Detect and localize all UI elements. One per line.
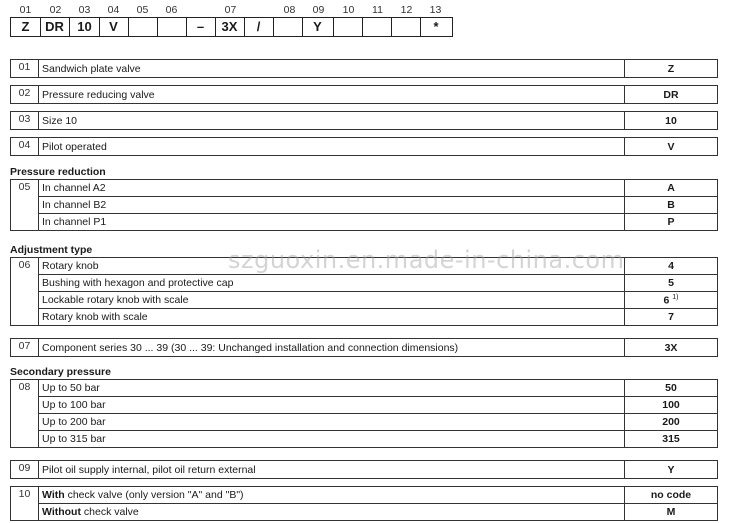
code-pos: 08: [283, 4, 296, 16]
option-code: 100: [625, 397, 718, 414]
option-10: [10, 486, 718, 521]
group-title: Adjustment type: [10, 244, 93, 256]
option-code: P: [625, 214, 718, 231]
option-code: 5: [625, 275, 718, 292]
option-code: no code: [625, 487, 718, 504]
secondary-pressure-group: [10, 366, 718, 448]
code-pos: 10: [342, 4, 355, 16]
option-description: Pilot oil supply internal, pilot oil return external: [39, 461, 625, 479]
option-description: In channel A2: [39, 180, 625, 197]
option-number: 03: [11, 112, 39, 130]
code-separator-dash: –: [186, 17, 216, 37]
option-number: 02: [11, 86, 39, 104]
code-pos: 13: [429, 4, 442, 16]
option-number: 01: [11, 60, 39, 78]
option-description: Up to 50 bar: [39, 380, 625, 397]
code-pos: 11: [372, 4, 383, 16]
code-pos: 02: [49, 4, 62, 16]
watermark: szguoxin.en.made-in-china.com: [228, 246, 625, 274]
option-number: 09: [11, 461, 39, 479]
option-description: Rotary knob: [39, 258, 625, 275]
code-cell-05: [128, 17, 158, 37]
code-cell-04: V: [99, 17, 129, 37]
option-code: Z: [625, 60, 718, 78]
code-cell-13: *: [420, 17, 453, 37]
option-description: [39, 504, 625, 521]
code-pos: 03: [78, 4, 91, 16]
option-description: Pilot operated: [39, 138, 625, 156]
code-cell-07: 3X: [215, 17, 245, 37]
option-02: [10, 85, 718, 104]
code-cell-06: [157, 17, 187, 37]
option-description: Component series 30 ... 39 (30 ... 39: Unchanged installation and connection dimensions): [39, 339, 625, 357]
pressure-reduction-group: [10, 166, 718, 231]
code-pos: 09: [312, 4, 325, 16]
option-code: 7: [625, 309, 718, 326]
code-cell-12: [391, 17, 421, 37]
code-cell-08: [273, 17, 303, 37]
option-code: 3X: [625, 339, 718, 357]
footnote-marker: 1): [672, 293, 679, 301]
option-code: 200: [625, 414, 718, 431]
option-04: [10, 137, 718, 156]
option-emphasis: Without: [42, 506, 81, 518]
option-description: [39, 487, 625, 504]
option-code: B: [625, 197, 718, 214]
option-number: 07: [11, 339, 39, 357]
option-code: 10: [625, 112, 718, 130]
option-description: In channel P1: [39, 214, 625, 231]
option-code: 4: [625, 258, 718, 275]
option-number: 08: [11, 380, 39, 448]
option-number: 05: [11, 180, 39, 231]
option-description: Sandwich plate valve: [39, 60, 625, 78]
option-07: [10, 338, 718, 357]
option-text: check valve (only version "A" and "B"): [64, 489, 244, 501]
option-code: M: [625, 504, 718, 521]
option-code: A: [625, 180, 718, 197]
code-pos: 05: [136, 4, 149, 16]
option-code: Y: [625, 461, 718, 479]
group-title: Pressure reduction: [10, 166, 106, 178]
option-description: Size 10: [39, 112, 625, 130]
option-description: Rotary knob with scale: [39, 309, 625, 326]
code-pos: 01: [19, 4, 32, 16]
option-description: Pressure reducing valve: [39, 86, 625, 104]
code-cell-10: [333, 17, 363, 37]
option-code: [625, 292, 718, 309]
code-cell-02: DR: [40, 17, 70, 37]
code-pos: 06: [165, 4, 178, 16]
option-code: V: [625, 138, 718, 156]
option-code: DR: [625, 86, 718, 104]
option-text: check valve: [80, 506, 139, 518]
option-09: [10, 460, 718, 479]
option-03: [10, 111, 718, 130]
option-description: Lockable rotary knob with scale: [39, 292, 625, 309]
code-pos: 07: [224, 4, 237, 16]
option-number: 06: [11, 258, 39, 326]
option-description: Up to 100 bar: [39, 397, 625, 414]
code-cell-11: [362, 17, 392, 37]
option-code: 50: [625, 380, 718, 397]
code-separator-slash: /: [244, 17, 274, 37]
option-description: Up to 200 bar: [39, 414, 625, 431]
option-description: Up to 315 bar: [39, 431, 625, 448]
option-emphasis: With: [42, 489, 65, 501]
code-pos: 04: [107, 4, 120, 16]
option-number: 10: [11, 487, 39, 521]
option-code: 315: [625, 431, 718, 448]
group-title: Secondary pressure: [10, 366, 111, 378]
code-pos: 12: [400, 4, 413, 16]
code-cell-01: Z: [10, 17, 41, 37]
option-description: Bushing with hexagon and protective cap: [39, 275, 625, 292]
code-cell-09: Y: [302, 17, 334, 37]
code-cell-03: 10: [70, 17, 100, 37]
option-number: 04: [11, 138, 39, 156]
option-01: [10, 59, 718, 78]
option-code-value: 6: [663, 294, 670, 307]
option-description: In channel B2: [39, 197, 625, 214]
